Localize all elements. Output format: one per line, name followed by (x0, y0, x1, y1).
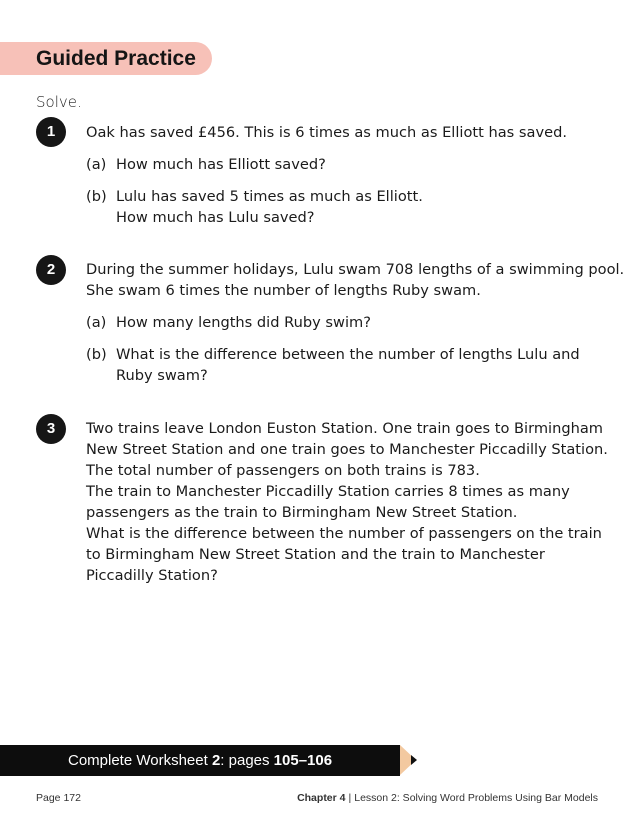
pencil-lead-icon (411, 755, 417, 765)
question-line: Two trains leave London Euston Station. One train goes to Birmingham (86, 420, 604, 437)
instruction-text: Solve. (36, 93, 82, 111)
lesson-title: Lesson 2: Solving Word Problems Using Bar Models (354, 792, 598, 804)
section-title: Guided Practice (36, 47, 196, 70)
part-text (116, 154, 596, 175)
question-3-text (86, 418, 606, 586)
question-line: The total number of passengers on both trains is 783. (86, 462, 480, 479)
question-line: What is the difference between the number of passengers on the train (86, 525, 602, 542)
part-label: (a) (86, 156, 107, 173)
pages-prefix: : pages (220, 752, 274, 769)
question-line: During the summer holidays, Lulu swam 708 lengths of a swimming pool. (86, 261, 625, 278)
part-text (116, 344, 596, 386)
question-line: passengers as the train to Birmingham New Street Station. (86, 504, 518, 521)
worksheet-prefix: Complete Worksheet (68, 752, 212, 769)
part-line: Ruby swam? (116, 367, 208, 384)
question-line: to Birmingham New Street Station and the train to Manchester (86, 546, 545, 563)
chapter-lesson-footer (297, 792, 598, 804)
part-line: How many lengths did Ruby swim? (116, 314, 371, 331)
page-number: Page 172 (36, 792, 81, 804)
chapter-label: Chapter 4 (297, 792, 346, 804)
part-line: How much has Lulu saved? (116, 209, 315, 226)
question-number-badge: 2 (36, 255, 66, 285)
part-line: What is the difference between the number of lengths Lulu and (116, 346, 580, 363)
question-line: Oak has saved £456. This is 6 times as much as Elliott has saved. (86, 124, 567, 141)
question-number-badge: 3 (36, 414, 66, 444)
part-text (116, 186, 596, 228)
part-text (116, 312, 596, 333)
question-1-text (86, 122, 606, 143)
question-2-text (86, 259, 625, 301)
part-label: (a) (86, 314, 107, 331)
question-line: Piccadilly Station? (86, 567, 218, 584)
worksheet-pages: 105–106 (273, 752, 333, 769)
part-line: Lulu has saved 5 times as much as Elliott. (116, 188, 423, 205)
part-line: How much has Elliott saved? (116, 156, 326, 173)
footer-separator: | (348, 792, 352, 804)
worksheet-reference (68, 750, 332, 771)
question-line: The train to Manchester Piccadilly Station carries 8 times as many (86, 483, 570, 500)
part-label: (b) (86, 346, 107, 363)
part-label: (b) (86, 188, 107, 205)
question-line: She swam 6 times the number of lengths Ruby swam. (86, 282, 481, 299)
worksheet-number: 2 (211, 752, 221, 769)
question-line: New Street Station and one train goes to Manchester Piccadilly Station. (86, 441, 608, 458)
question-number-badge: 1 (36, 117, 66, 147)
